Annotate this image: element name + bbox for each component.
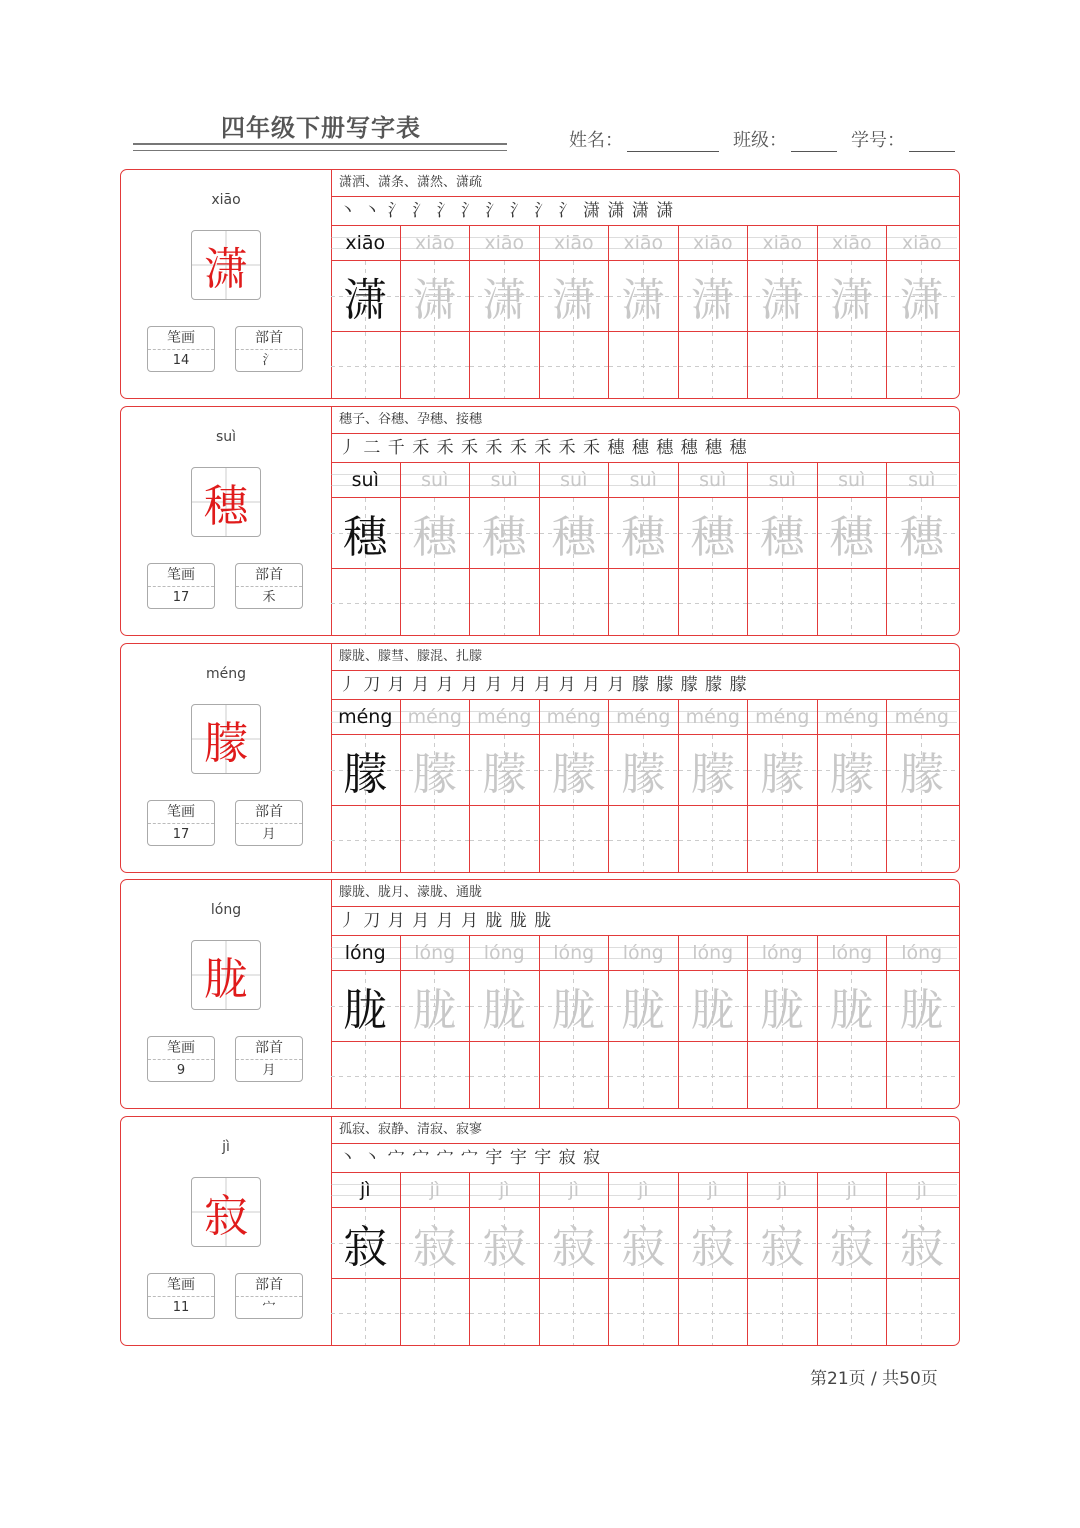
blank-cell[interactable] [540, 1042, 610, 1109]
trace-cell[interactable]: 寂 [331, 1208, 401, 1278]
trace-cell[interactable]: 穗 [679, 498, 749, 568]
radical-value: 宀 [262, 1300, 276, 1315]
blank-cell[interactable] [540, 569, 610, 636]
blank-cell[interactable] [748, 1042, 818, 1109]
trace-cell[interactable]: 穗 [748, 498, 818, 568]
trace-cell[interactable]: 胧 [818, 971, 888, 1041]
pinyin-cell[interactable]: lóng [748, 936, 818, 970]
example-words: 潇洒、潇条、潇然、潇疏 [331, 170, 959, 197]
pinyin: méng [205, 666, 246, 682]
pinyin-cell[interactable]: lóng [887, 936, 957, 970]
trace-cell[interactable]: 潇 [609, 261, 679, 331]
pinyin-cell[interactable]: lóng [401, 936, 471, 970]
blank-cell[interactable] [609, 1279, 679, 1346]
pinyin-cell[interactable]: xiāo [887, 226, 957, 260]
blank-cell[interactable] [679, 1042, 749, 1109]
blank-practice-row [331, 1279, 959, 1346]
trace-cell[interactable]: 胧 [887, 971, 957, 1041]
trace-cell[interactable]: 胧 [470, 971, 540, 1041]
trace-row [331, 498, 959, 569]
blank-practice-row [331, 569, 959, 636]
blank-cell[interactable] [679, 332, 749, 399]
class-field [733, 126, 837, 152]
blank-cell[interactable] [401, 332, 471, 399]
pinyin-cell[interactable]: xiāo [609, 226, 679, 260]
example-words: 朦胧、朦彗、朦混、扎朦 [331, 644, 959, 671]
pinyin-cell[interactable]: xiāo [540, 226, 610, 260]
radical-box [235, 326, 303, 372]
stroke-count-box [147, 563, 215, 609]
pinyin-cell[interactable]: lóng [609, 936, 679, 970]
blank-cell[interactable] [818, 1279, 888, 1346]
character-card [121, 880, 332, 1108]
model-character: 寂 [191, 1177, 261, 1247]
radical-label: 部首 [236, 1037, 302, 1060]
pinyin-cell[interactable]: suì [818, 463, 888, 497]
pinyin-row [331, 936, 959, 971]
trace-cell[interactable]: 胧 [609, 971, 679, 1041]
practice-grid [331, 407, 959, 635]
pinyin-cell[interactable]: méng [887, 700, 957, 734]
character-card [121, 407, 332, 635]
radical-box [235, 800, 303, 846]
stroke-count-label: 笔画 [148, 1037, 214, 1060]
trace-cell[interactable]: 朦 [331, 735, 401, 805]
blank-cell[interactable] [748, 806, 818, 873]
blank-cell[interactable] [818, 332, 888, 399]
example-words: 穗子、谷穗、孕穗、接穗 [331, 407, 959, 434]
blank-cell[interactable] [401, 1279, 471, 1346]
trace-cell[interactable]: 胧 [331, 971, 401, 1041]
trace-cell[interactable]: 胧 [540, 971, 610, 1041]
blank-cell[interactable] [818, 1042, 888, 1109]
radical-box [235, 1036, 303, 1082]
pinyin: xiāo [211, 192, 241, 208]
model-character: 朦 [191, 704, 261, 774]
character-block [120, 169, 960, 399]
blank-cell[interactable] [331, 332, 401, 399]
pinyin-cell[interactable]: lóng [818, 936, 888, 970]
model-character: 穗 [191, 467, 261, 537]
trace-cell[interactable]: 穗 [609, 498, 679, 568]
pinyin-cell[interactable]: méng [401, 700, 471, 734]
blank-cell[interactable] [609, 806, 679, 873]
example-words: 孤寂、寂静、清寂、寂寥 [331, 1117, 959, 1144]
radical-value: 月 [262, 827, 276, 842]
trace-cell[interactable]: 潇 [887, 261, 957, 331]
trace-cell[interactable]: 穗 [470, 498, 540, 568]
trace-cell[interactable]: 穗 [818, 498, 888, 568]
blank-cell[interactable] [887, 1042, 957, 1109]
pinyin-row [331, 463, 959, 498]
blank-cell[interactable] [818, 569, 888, 636]
pinyin-cell[interactable]: suì [887, 463, 957, 497]
pinyin-cell[interactable]: méng [748, 700, 818, 734]
pinyin-cell[interactable]: lóng [331, 936, 401, 970]
pinyin-cell[interactable]: lóng [540, 936, 610, 970]
trace-cell[interactable]: 穗 [331, 498, 401, 568]
practice-grid [331, 1117, 959, 1345]
stroke-order: 丿 二 千 禾 禾 禾 禾 禾 禾 禾 禾 穗 穗 穗 穗 穗 穗 [331, 434, 959, 463]
blank-practice-row [331, 332, 959, 399]
trace-cell[interactable]: 潇 [401, 261, 471, 331]
radical-value: 氵 [262, 353, 276, 368]
pinyin-cell[interactable]: méng [331, 700, 401, 734]
trace-cell[interactable]: 穗 [401, 498, 471, 568]
blank-cell[interactable] [331, 806, 401, 873]
pinyin-cell[interactable]: méng [470, 700, 540, 734]
pinyin-cell[interactable]: jì [401, 1173, 471, 1207]
blank-cell[interactable] [540, 806, 610, 873]
pinyin-cell[interactable]: xiāo [470, 226, 540, 260]
trace-cell[interactable]: 寂 [887, 1208, 957, 1278]
pinyin-row [331, 226, 959, 261]
stroke-count-value: 9 [176, 1063, 186, 1078]
field-blank[interactable] [909, 131, 955, 152]
trace-cell[interactable]: 朦 [470, 735, 540, 805]
pinyin-cell[interactable]: jì [470, 1173, 540, 1207]
page-number: 第21页 / 共50页 [810, 1369, 938, 1389]
blank-practice-row [331, 1042, 959, 1109]
pinyin-cell[interactable]: méng [679, 700, 749, 734]
stroke-count-value: 14 [172, 353, 190, 368]
model-character: 胧 [191, 940, 261, 1010]
trace-cell[interactable]: 朦 [609, 735, 679, 805]
pinyin-cell[interactable]: suì [609, 463, 679, 497]
pinyin-row [331, 700, 959, 735]
blank-cell[interactable] [609, 1042, 679, 1109]
character-block [120, 643, 960, 873]
trace-row [331, 261, 959, 332]
character-block [120, 879, 960, 1109]
pinyin-cell[interactable]: jì [818, 1173, 888, 1207]
radical-value: 禾 [262, 590, 276, 605]
trace-cell[interactable]: 潇 [540, 261, 610, 331]
blank-cell[interactable] [331, 1042, 401, 1109]
pinyin-cell[interactable]: xiāo [748, 226, 818, 260]
radical-value: 月 [262, 1063, 276, 1078]
blank-cell[interactable] [818, 806, 888, 873]
radical-label: 部首 [236, 327, 302, 350]
model-character: 潇 [191, 230, 261, 300]
pinyin-cell[interactable]: suì [540, 463, 610, 497]
practice-grid [331, 644, 959, 872]
sheet-title: 四年级下册写字表 [221, 114, 421, 142]
character-block [120, 1116, 960, 1346]
field-blank[interactable] [791, 131, 837, 152]
trace-row [331, 971, 959, 1042]
pinyin-cell[interactable]: lóng [679, 936, 749, 970]
trace-row [331, 735, 959, 806]
trace-cell[interactable]: 朦 [887, 735, 957, 805]
example-words: 朦胧、胧月、濛胧、通胧 [331, 880, 959, 907]
stroke-order: 丿 刀 月 月 月 月 月 月 月 月 月 月 朦 朦 朦 朦 朦 [331, 671, 959, 700]
name-field [569, 126, 719, 152]
blank-cell[interactable] [470, 806, 540, 873]
pinyin-cell[interactable]: xiāo [401, 226, 471, 260]
field-label: 班级： [733, 130, 787, 151]
blank-cell[interactable] [470, 1042, 540, 1109]
practice-grid [331, 880, 959, 1108]
blank-cell[interactable] [331, 1279, 401, 1346]
trace-cell[interactable]: 穗 [887, 498, 957, 568]
student-id-field [851, 126, 955, 152]
pinyin-cell[interactable]: suì [401, 463, 471, 497]
pinyin-cell[interactable]: méng [609, 700, 679, 734]
blank-cell[interactable] [887, 806, 957, 873]
field-label: 姓名： [569, 130, 623, 151]
blank-cell[interactable] [470, 569, 540, 636]
stroke-count-value: 17 [172, 827, 190, 842]
title-underline [133, 143, 507, 151]
trace-cell[interactable]: 潇 [679, 261, 749, 331]
blank-cell[interactable] [470, 1279, 540, 1346]
stroke-order: 丿 刀 月 月 月 月 胧 胧 胧 [331, 907, 959, 936]
stroke-count-label: 笔画 [148, 564, 214, 587]
trace-cell[interactable]: 寂 [470, 1208, 540, 1278]
pinyin-cell[interactable]: jì [331, 1173, 401, 1207]
blank-cell[interactable] [401, 569, 471, 636]
practice-grid [331, 170, 959, 398]
field-blank[interactable] [627, 131, 719, 152]
trace-cell[interactable]: 寂 [401, 1208, 471, 1278]
blank-cell[interactable] [748, 569, 818, 636]
pinyin-row [331, 1173, 959, 1208]
stroke-count-box [147, 326, 215, 372]
pinyin-cell[interactable]: jì [609, 1173, 679, 1207]
blank-cell[interactable] [609, 332, 679, 399]
pinyin-cell[interactable]: lóng [470, 936, 540, 970]
pinyin: jì [222, 1139, 230, 1155]
trace-cell[interactable]: 潇 [818, 261, 888, 331]
blank-cell[interactable] [679, 1279, 749, 1346]
stroke-count-value: 17 [172, 590, 190, 605]
stroke-count-label: 笔画 [148, 801, 214, 824]
trace-cell[interactable]: 胧 [679, 971, 749, 1041]
trace-cell[interactable]: 朦 [748, 735, 818, 805]
character-block [120, 406, 960, 636]
pinyin-cell[interactable]: méng [818, 700, 888, 734]
blank-cell[interactable] [331, 569, 401, 636]
radical-label: 部首 [236, 1274, 302, 1297]
trace-cell[interactable]: 寂 [609, 1208, 679, 1278]
blank-cell[interactable] [887, 1279, 957, 1346]
pinyin: lóng [210, 902, 242, 918]
pinyin-cell[interactable]: jì [887, 1173, 957, 1207]
trace-cell[interactable]: 穗 [540, 498, 610, 568]
trace-cell[interactable]: 寂 [748, 1208, 818, 1278]
stroke-count-box [147, 800, 215, 846]
trace-cell[interactable]: 朦 [540, 735, 610, 805]
stroke-order: 丶 丶 氵 氵 氵 氵 氵 氵 氵 氵 潇 潇 潇 潇 [331, 197, 959, 226]
trace-cell[interactable]: 潇 [331, 261, 401, 331]
stroke-count-label: 笔画 [148, 1274, 214, 1297]
trace-cell[interactable]: 寂 [818, 1208, 888, 1278]
blank-cell[interactable] [748, 1279, 818, 1346]
pinyin-cell[interactable]: xiāo [818, 226, 888, 260]
radical-label: 部首 [236, 564, 302, 587]
stroke-count-box [147, 1036, 215, 1082]
blank-cell[interactable] [887, 569, 957, 636]
blank-cell[interactable] [470, 332, 540, 399]
character-card [121, 1117, 332, 1345]
blank-cell[interactable] [887, 332, 957, 399]
pinyin-cell[interactable]: jì [748, 1173, 818, 1207]
pinyin-cell[interactable]: xiāo [679, 226, 749, 260]
trace-cell[interactable]: 胧 [748, 971, 818, 1041]
stroke-count-label: 笔画 [148, 327, 214, 350]
character-card [121, 170, 332, 398]
pinyin-cell[interactable]: xiāo [331, 226, 401, 260]
pinyin-cell[interactable]: suì [331, 463, 401, 497]
trace-cell[interactable]: 寂 [540, 1208, 610, 1278]
blank-cell[interactable] [401, 806, 471, 873]
trace-cell[interactable]: 朦 [401, 735, 471, 805]
stroke-count-value: 11 [172, 1300, 190, 1315]
trace-cell[interactable]: 寂 [679, 1208, 749, 1278]
pinyin-cell[interactable]: suì [679, 463, 749, 497]
blank-cell[interactable] [679, 569, 749, 636]
trace-cell[interactable]: 朦 [679, 735, 749, 805]
blank-cell[interactable] [540, 332, 610, 399]
blank-practice-row [331, 806, 959, 873]
student-fields [569, 126, 955, 152]
pinyin: suì [215, 429, 237, 445]
trace-cell[interactable]: 胧 [401, 971, 471, 1041]
field-label: 学号： [851, 130, 905, 151]
pinyin-cell[interactable]: jì [540, 1173, 610, 1207]
radical-label: 部首 [236, 801, 302, 824]
blank-cell[interactable] [748, 332, 818, 399]
blank-cell[interactable] [609, 569, 679, 636]
pinyin-cell[interactable]: suì [470, 463, 540, 497]
pinyin-cell[interactable]: suì [748, 463, 818, 497]
stroke-count-box [147, 1273, 215, 1319]
radical-box [235, 563, 303, 609]
pinyin-cell[interactable]: jì [679, 1173, 749, 1207]
character-card [121, 644, 332, 872]
trace-cell[interactable]: 朦 [818, 735, 888, 805]
stroke-order: 丶 丶 宀 宀 宀 宀 宇 宇 宇 寂 寂 [331, 1144, 959, 1173]
trace-cell[interactable]: 潇 [748, 261, 818, 331]
trace-row [331, 1208, 959, 1279]
pinyin-cell[interactable]: méng [540, 700, 610, 734]
radical-box [235, 1273, 303, 1319]
blank-cell[interactable] [401, 1042, 471, 1109]
trace-cell[interactable]: 潇 [470, 261, 540, 331]
blank-cell[interactable] [679, 806, 749, 873]
blank-cell[interactable] [540, 1279, 610, 1346]
